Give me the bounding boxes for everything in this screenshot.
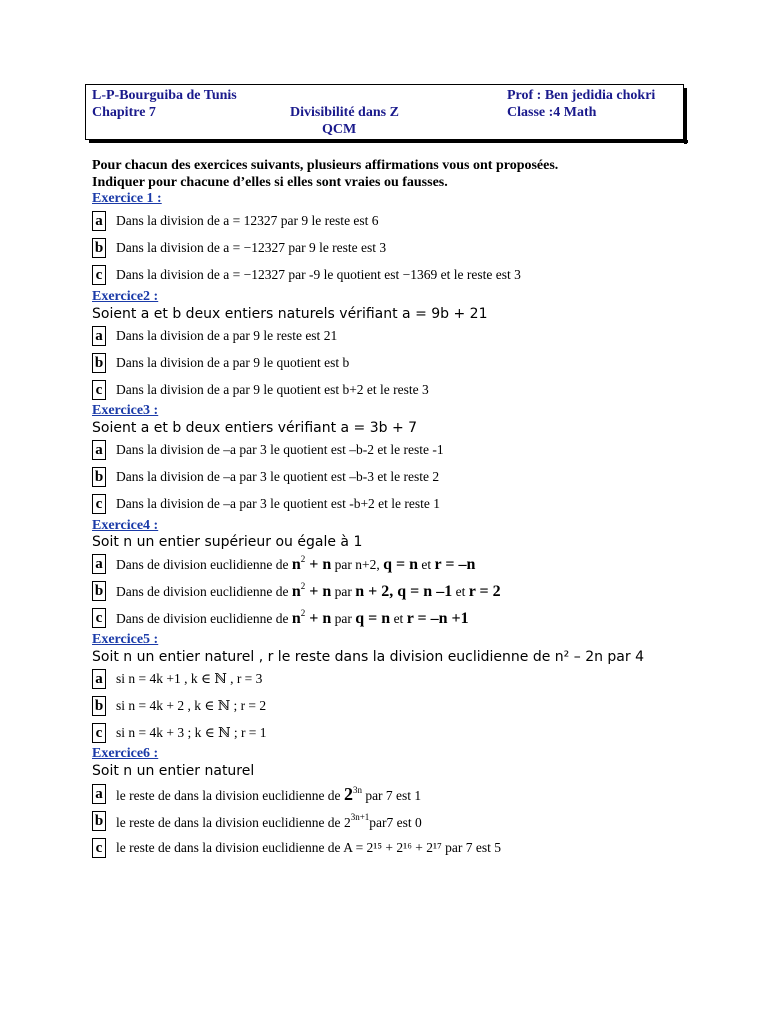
exercise-6-title: Exercice6 : — [92, 746, 159, 761]
choice-text: si n = 4k + 2 , k ∈ ℕ ; r = 2 — [116, 698, 267, 713]
choice-text: Dans la division de a par 9 le quotient est b — [116, 355, 350, 370]
choice-box[interactable]: a — [92, 211, 106, 231]
choice-text: Dans la division de a par 9 le quotient est b+2 et le reste 3 — [116, 382, 429, 397]
ex4-item-a — [92, 553, 475, 575]
choice-box[interactable]: a — [92, 784, 106, 804]
ex5-item-b — [92, 695, 266, 717]
exercise-6-statement: Soit n un entier naturel — [92, 763, 255, 779]
class-level: Classe :4 Math — [507, 105, 597, 120]
chapter-label: Chapitre 7 — [92, 105, 156, 120]
ex3-item-a — [92, 439, 444, 461]
choice-text: si n = 4k + 3 ; k ∈ ℕ ; r = 1 — [116, 725, 267, 740]
choice-box[interactable]: b — [92, 238, 106, 258]
choice-box[interactable]: b — [92, 811, 106, 831]
exercise-2-title: Exercice2 : — [92, 289, 159, 304]
ex2-item-c — [92, 379, 429, 401]
instructions-line-1: Pour chacun des exercices suivants, plusieurs affirmations vous ont proposées. — [92, 158, 559, 173]
ex6-item-b — [92, 810, 422, 832]
ex6-item-a — [92, 783, 421, 805]
instructions-line-2: Indiquer pour chacune d’elles si elles sont vraies ou fausses. — [92, 175, 448, 190]
exercise-3-statement: Soient a et b deux entiers vérifiant a = 3b + 7 — [92, 420, 418, 436]
choice-text: Dans la division de –a par 3 le quotient est -b+2 et le reste 1 — [116, 496, 441, 511]
exercise-4-title: Exercice4 : — [92, 518, 159, 533]
ex4-item-c — [92, 607, 469, 629]
ex3-item-b — [92, 466, 439, 488]
choice-box[interactable]: b — [92, 353, 106, 373]
exercise-3-title: Exercice3 : — [92, 403, 159, 418]
ex1-item-c — [92, 264, 521, 286]
choice-text: Dans la division de –a par 3 le quotient est –b-3 et le reste 2 — [116, 469, 440, 484]
choice-text: Dans la division de –a par 3 le quotient est –b-2 et le reste -1 — [116, 442, 444, 457]
exercise-5-statement: Soit n un entier naturel , r le reste dans la division euclidienne de n² – 2n par 4 — [92, 649, 645, 665]
ex4-item-b — [92, 580, 501, 602]
choice-text: si n = 4k +1 , k ∈ ℕ , r = 3 — [116, 671, 263, 686]
choice-box[interactable]: b — [92, 581, 106, 601]
doc-type: QCM — [322, 122, 357, 137]
exercise-4-statement: Soit n un entier supérieur ou égale à 1 — [92, 534, 363, 550]
choice-box[interactable]: a — [92, 440, 106, 460]
ex6-item-c — [92, 837, 501, 859]
choice-text: Dans la division de a par 9 le reste est 21 — [116, 328, 338, 343]
choice-text: le reste de dans la division euclidienne de A = 2¹⁵ + 2¹⁶ + 2¹⁷ par 7 est 5 — [116, 840, 502, 855]
choice-text: le reste de dans la division euclidienne de $2^{3n}$ par 7 est 1 — [116, 783, 422, 804]
exercise-1-title: Exercice 1 : — [92, 191, 162, 206]
ex1-item-b — [92, 237, 386, 259]
choice-text: Dans de division euclidienne de $n^2 + n$ par n + 2, q = n –1 et r = 2 — [116, 581, 501, 600]
choice-box[interactable]: c — [92, 838, 106, 858]
choice-box[interactable]: a — [92, 669, 106, 689]
choice-box[interactable]: b — [92, 467, 106, 487]
choice-text: Dans la division de a = −12327 par 9 le reste est 3 — [116, 240, 387, 255]
subject-title: Divisibilité dans Z — [290, 105, 399, 120]
exercise-5-title: Exercice5 : — [92, 632, 159, 647]
choice-box[interactable]: b — [92, 696, 106, 716]
ex2-item-a — [92, 325, 337, 347]
choice-text: le reste de dans la division euclidienne de $2^{3n+1}par7$ est 0 — [116, 811, 422, 830]
teacher-name: Prof : Ben jedidia chokri — [507, 88, 656, 103]
choice-text: Dans la division de a = 12327 par 9 le reste est 6 — [116, 213, 379, 228]
ex3-item-c — [92, 493, 440, 515]
choice-text: Dans de division euclidienne de $n^2 + n$ par n+2, q = n et r = –n — [116, 554, 476, 573]
ex2-item-b — [92, 352, 349, 374]
choice-box[interactable]: c — [92, 265, 106, 285]
choice-box[interactable]: c — [92, 494, 106, 514]
ex5-item-c — [92, 722, 267, 744]
ex1-item-a — [92, 210, 379, 232]
exercise-2-statement: Soient a et b deux entiers naturels vérifiant a = 9b + 21 — [92, 306, 488, 322]
choice-box[interactable]: a — [92, 554, 106, 574]
school-name: L-P-Bourguiba de Tunis — [92, 88, 237, 103]
choice-text: Dans de division euclidienne de $n^2 + n$ par q = n et r = –n +1 — [116, 608, 469, 627]
choice-box[interactable]: c — [92, 723, 106, 743]
choice-box[interactable]: a — [92, 326, 106, 346]
choice-box[interactable]: c — [92, 380, 106, 400]
ex5-item-a — [92, 668, 262, 690]
choice-box[interactable]: c — [92, 608, 106, 628]
choice-text: Dans la division de a = −12327 par -9 le quotient est −1369 et le reste est 3 — [116, 267, 521, 282]
